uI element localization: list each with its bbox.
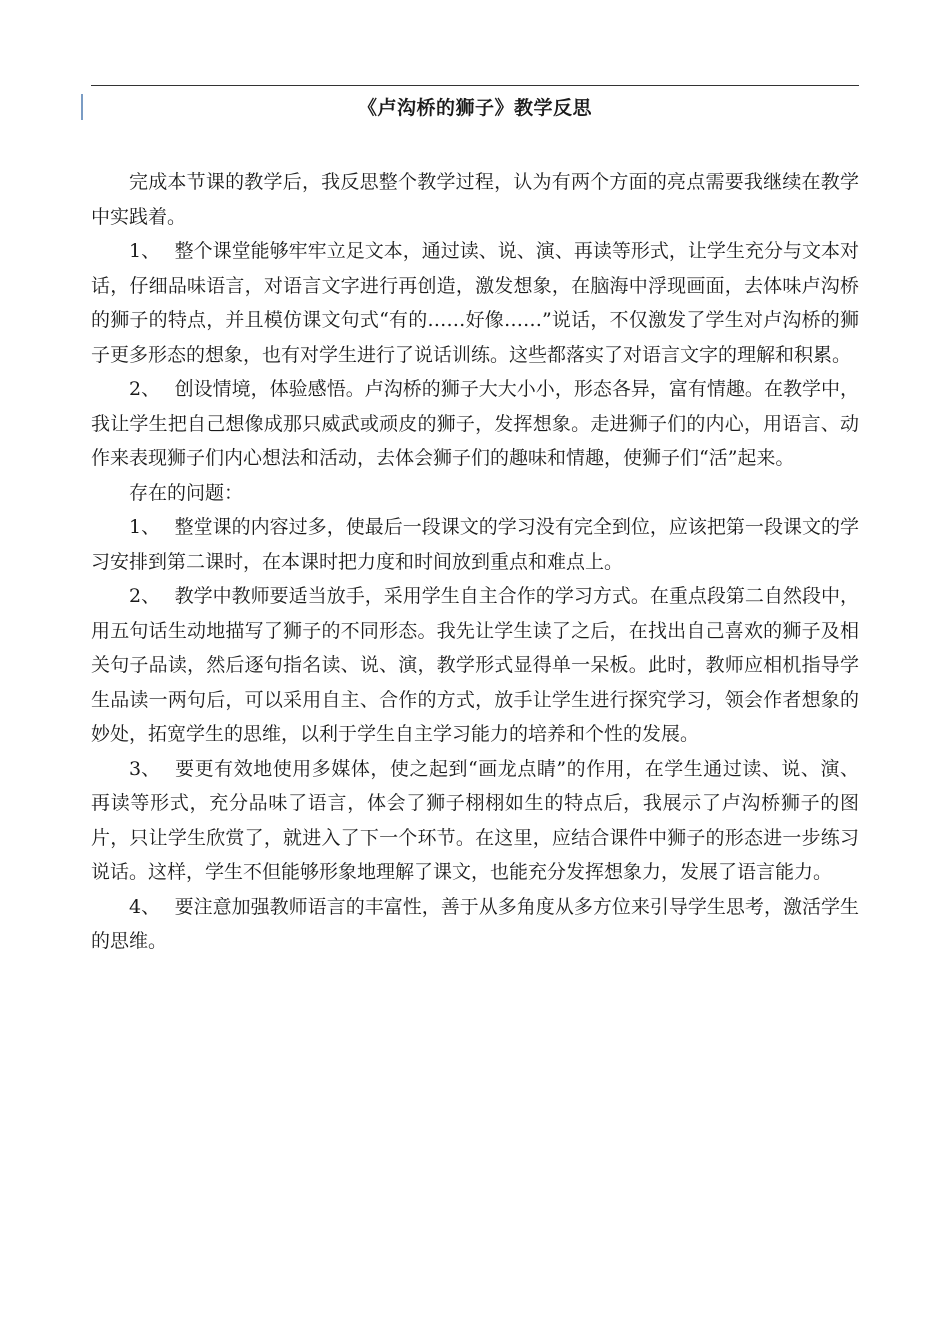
list-number: 2、 <box>129 585 161 607</box>
paragraph-text: 教学中教师要适当放手，采用学生自主合作的学习方式。在重点段第二自然段中，用五句话生动地描写了狮子的不同形态。我先让学生读了之后，在找出自己喜欢的狮子及相关句子品读，然后逐句指名读、说、演，教学形式显得单一呆板。此时，教师应相机指导学生品读一两句后，可以采用自主、合作的方式，放手让学生进行探究学习，领会作者想象的妙处，拓宽学生的思维，以利于学生自主学习能力的培养和个性的发展。 <box>91 585 859 745</box>
paragraph-intro <box>91 165 859 234</box>
paragraph-text: 完成本节课的教学后，我反思整个教学过程，认为有两个方面的亮点需要我继续在教学中实践着。 <box>91 171 859 228</box>
paragraph-problems-heading <box>91 476 859 511</box>
document-title: 《卢沟桥的狮子》教学反思 <box>357 97 592 119</box>
list-number: 3、 <box>129 757 161 780</box>
document-body <box>91 165 859 959</box>
paragraph-problem-3 <box>91 752 859 890</box>
margin-marker <box>81 94 83 120</box>
paragraph-text: 创设情境，体验感悟。卢沟桥的狮子大大小小，形态各异，富有情趣。在教学中，我让学生把自己想像成那只威武或顽皮的狮子，发挥想象。走进狮子们的内心，用语言、动作来表现狮子们内心想法和活动，去体会狮子们的趣味和情趣，使狮子们“活”起来。 <box>91 378 859 469</box>
paragraph-highlight-2 <box>91 372 859 476</box>
paragraph-problem-4 <box>91 890 859 959</box>
list-number: 1、 <box>129 516 161 538</box>
list-number: 1、 <box>129 240 161 262</box>
paragraph-text: 要注意加强教师语言的丰富性，善于从多角度从多方位来引导学生思考，激活学生的思维。 <box>91 895 859 952</box>
paragraph-text: 整个课堂能够牢牢立足文本，通过读、说、演、再读等形式，让学生充分与文本对话，仔细品味语言，对语言文字进行再创造，激发想象，在脑海中浮现画面，去体味卢沟桥的狮子的特点，并且模仿课文句式“有的……好像……”说话，不仅激发了学生对卢沟桥的狮子更多形态的想象，也有对学生进行了说话训练。这些都落实了对语言文字的理解和积累。 <box>91 240 859 366</box>
paragraph-text: 要更有效地使用多媒体，使之起到“画龙点睛”的作用，在学生通过读、说、演、再读等形式，充分品味了语言，体会了狮子栩栩如生的特点后，我展示了卢沟桥狮子的图片，只让学生欣赏了，就进入了下一个环节。在这里，应结合课件中狮子的形态进一步练习说话。这样，学生不但能够形象地理解了课文，也能充分发挥想象力，发展了语言能力。 <box>91 757 859 883</box>
list-number: 4、 <box>129 895 161 918</box>
paragraph-text: 整堂课的内容过多，使最后一段课文的学习没有完全到位，应该把第一段课文的学习安排到第二课时，在本课时把力度和时间放到重点和难点上。 <box>91 516 859 573</box>
paragraph-text: 存在的问题： <box>129 481 244 504</box>
paragraph-problem-1 <box>91 510 859 579</box>
header-rule <box>91 85 859 86</box>
paragraph-highlight-1 <box>91 234 859 372</box>
list-number: 2、 <box>129 378 161 400</box>
paragraph-problem-2 <box>91 579 859 752</box>
